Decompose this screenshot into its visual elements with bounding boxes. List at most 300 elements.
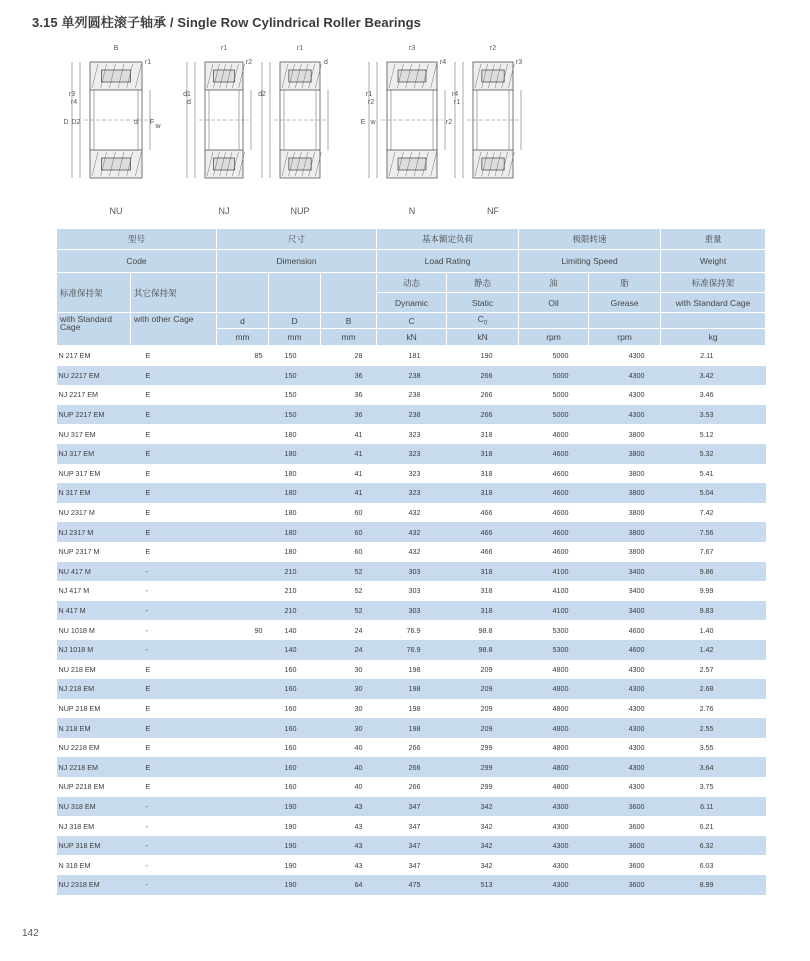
bearing-diagram-nu (62, 40, 170, 216)
table-cell: NUP 317 EM (58, 468, 101, 478)
table-cell: 9.83 (661, 601, 766, 621)
diagram-label-nu: NU (109, 206, 123, 216)
table-cell: NU 2318 EM (57, 875, 131, 895)
table-row (57, 777, 766, 797)
table-cell: 323 (408, 429, 421, 439)
table-cell: - (145, 625, 148, 635)
table-cell: 513 (447, 875, 519, 895)
table-cell: 5.04 (661, 483, 766, 503)
table-cell: 6.11 (661, 797, 766, 817)
table-cell: 3.46 (699, 390, 714, 400)
table-cell: 3.55 (699, 743, 714, 753)
bearing-section-nf (445, 40, 541, 200)
table-cell: 303 (408, 586, 421, 596)
table-cell: 198 (377, 679, 447, 699)
table-cell: 4300 (628, 664, 645, 674)
table-cell: 318 (480, 429, 493, 439)
table-row (57, 718, 766, 738)
table-cell: - (131, 601, 217, 621)
table-cell: 266 (408, 782, 421, 792)
table-cell: 3400 (628, 586, 645, 596)
table-cell: 210 (284, 586, 297, 596)
table-cell: 40 (354, 743, 363, 753)
table-cell (217, 836, 269, 856)
table-cell (217, 424, 269, 444)
table-row (57, 620, 766, 640)
table-row (57, 640, 766, 660)
table-cell: 9.86 (661, 562, 766, 582)
table-cell: 85 (254, 351, 263, 361)
hdr-weight: Weight (661, 250, 766, 273)
table-cell: 180 (284, 547, 297, 557)
table-cell: 466 (447, 522, 519, 542)
table-cell: E (145, 664, 151, 674)
table-cell: 5000 (519, 366, 589, 386)
unit-d: mm (217, 329, 269, 346)
table-cell: 4600 (519, 483, 589, 503)
unit-grease: rpm (589, 329, 661, 346)
table-cell: 4100 (519, 562, 589, 582)
table-cell: 1.42 (661, 640, 766, 660)
hdr-blank-oil (519, 313, 589, 329)
table-cell: NU 218 EM (58, 664, 96, 674)
table-row (57, 875, 766, 895)
table-cell: 2.76 (699, 703, 714, 713)
table-cell: 466 (480, 508, 493, 518)
table-cell: 303 (377, 601, 447, 621)
table-body (57, 346, 766, 895)
table-cell: 140 (284, 625, 297, 635)
table-cell (217, 816, 269, 836)
table-cell: 3600 (589, 797, 661, 817)
table-cell: 2.11 (700, 351, 714, 361)
table-cell: NU 318 EM (57, 797, 131, 817)
table-cell: 4600 (519, 522, 589, 542)
table-cell: 60 (321, 522, 377, 542)
table-cell: 180 (269, 522, 321, 542)
table-cell: - (131, 562, 217, 582)
table-row (57, 601, 766, 621)
table-cell: 160 (269, 757, 321, 777)
bearing-diagrams (55, 40, 555, 220)
diagram-annotation: d (134, 119, 138, 126)
table-row (57, 679, 766, 699)
unit-D: mm (269, 329, 321, 346)
bearing-section-nup (252, 40, 348, 200)
table-cell: NJ 1018 M (57, 640, 131, 660)
table-row (57, 483, 766, 503)
table-cell: E (145, 429, 151, 439)
diagram-label-n: N (408, 206, 416, 216)
table-cell: 40 (354, 782, 363, 792)
diagram-annotation: B (113, 45, 119, 52)
table-cell (217, 464, 269, 484)
table-row (57, 757, 766, 777)
table-cell: N 217 EM (58, 351, 91, 361)
table-cell: 3800 (628, 429, 645, 439)
table-cell: - (131, 797, 217, 817)
table-cell: 4300 (589, 679, 661, 699)
diagram-annotation: r1 (453, 99, 461, 106)
table-cell: 6.21 (699, 821, 714, 831)
table-cell: E (131, 366, 217, 386)
diagram-annotation: E (360, 119, 366, 126)
table-row (57, 699, 766, 719)
table-cell: 4600 (552, 429, 569, 439)
hdr-oil-zh: 油 (519, 273, 589, 293)
hdr-static-zh: 静态 (447, 273, 519, 293)
table-cell: E (131, 679, 217, 699)
table-cell: NUP 318 EM (57, 836, 131, 856)
table-cell: 41 (354, 468, 363, 478)
table-cell: E (131, 444, 217, 464)
table-cell: 90 (254, 625, 263, 635)
table-cell: 5000 (519, 405, 589, 425)
table-cell: 190 (284, 821, 297, 831)
table-cell: 4300 (519, 836, 589, 856)
unit-C0: kN (447, 329, 519, 346)
table-cell: NU 2217 EM (57, 366, 131, 386)
table-cell: E (145, 351, 151, 361)
table-cell: 140 (269, 640, 321, 660)
table-cell: 3600 (628, 860, 645, 870)
table-cell: 4300 (552, 860, 569, 870)
hdr-with-std-cage: with Standard Cage (57, 313, 131, 346)
table-row (57, 366, 766, 386)
table-cell: 190 (480, 351, 493, 361)
hdr-weight-std-zh: 标准保持架 (661, 273, 766, 293)
diagram-label-nj: NJ (218, 206, 230, 216)
table-cell: 210 (269, 601, 321, 621)
table-cell: 299 (480, 782, 493, 792)
table-cell: 160 (284, 664, 297, 674)
table-cell: 190 (269, 797, 321, 817)
table-cell (217, 777, 269, 797)
hdr-weight-std: with Standard Cage (661, 293, 766, 313)
table-cell: 4300 (628, 743, 645, 753)
table-cell: 4300 (589, 757, 661, 777)
table-cell: E (145, 390, 151, 400)
table-cell: 4300 (519, 797, 589, 817)
table-cell: 266 (408, 743, 421, 753)
table-cell: 76.9 (377, 640, 447, 660)
table-cell: 209 (480, 703, 493, 713)
table-cell: NJ 2218 EM (57, 757, 131, 777)
table-cell: 3800 (628, 468, 645, 478)
table-cell: E (145, 703, 151, 713)
table-cell: 150 (284, 351, 297, 361)
table-row (57, 562, 766, 582)
hdr-blank-weight (661, 313, 766, 329)
table-row (57, 522, 766, 542)
table-row (57, 855, 766, 875)
diagram-annotation: r4 (451, 91, 459, 98)
table-cell: 342 (480, 821, 493, 831)
table-cell: 3600 (589, 875, 661, 895)
hdr-static: Static (447, 293, 519, 313)
table-cell: 150 (269, 405, 321, 425)
hdr-code-zh: 型号 (57, 229, 217, 250)
table-cell (217, 581, 269, 601)
table-cell: 28 (354, 351, 363, 361)
table-cell (217, 875, 269, 895)
table-cell: 2.55 (661, 718, 766, 738)
hdr-C: C (377, 313, 447, 329)
table-cell: 4300 (552, 821, 569, 831)
table-cell: NJ 317 EM (57, 444, 131, 464)
table-cell: 266 (480, 390, 493, 400)
table-cell: E (145, 547, 151, 557)
diagram-label-nf: NF (487, 206, 499, 216)
table-cell: 4800 (519, 718, 589, 738)
table-cell: 475 (377, 875, 447, 895)
table-cell: 36 (354, 390, 363, 400)
table-row (57, 660, 766, 680)
hdr-weight-zh: 重量 (661, 229, 766, 250)
table-cell: 4600 (552, 547, 569, 557)
hdr-dynamic: Dynamic (377, 293, 447, 313)
hdr-dynamic-zh: 动态 (377, 273, 447, 293)
table-cell (217, 542, 269, 562)
diagram-annotation: r1 (365, 91, 373, 98)
table-cell: 6.03 (699, 860, 714, 870)
table-cell: 4300 (589, 405, 661, 425)
table-cell: 4600 (628, 625, 645, 635)
table-cell: 180 (269, 483, 321, 503)
table-cell: N 218 EM (57, 718, 131, 738)
table-cell (217, 738, 269, 758)
table-cell: NUP 2218 EM (58, 782, 105, 792)
table-cell: 43 (321, 836, 377, 856)
table-cell: 30 (354, 664, 363, 674)
table-cell: 266 (447, 366, 519, 386)
table-cell (217, 562, 269, 582)
table-cell: 347 (377, 836, 447, 856)
hdr-d: d (217, 313, 269, 329)
table-cell: 180 (284, 508, 297, 518)
hdr-blank-D (269, 273, 321, 313)
hdr-code: Code (57, 250, 217, 273)
table-cell: 98.8 (478, 625, 493, 635)
page-title: 3.15 单列圆柱滚子轴承 / Single Row Cylindrical Roller Bearings (32, 15, 421, 30)
table-cell: 4300 (628, 703, 645, 713)
table-cell: 5300 (552, 625, 569, 635)
table-cell (217, 601, 269, 621)
table-cell: 41 (354, 429, 363, 439)
diagram-annotation: d (187, 99, 191, 106)
table-row (57, 816, 766, 836)
table-cell: E (131, 522, 217, 542)
hdr-other-cage-zh: 其它保持架 (131, 273, 217, 313)
table-cell: 160 (284, 703, 297, 713)
page-number: 142 (22, 928, 39, 939)
table-cell: 4800 (552, 743, 569, 753)
bearing-diagram-nf (445, 40, 541, 216)
table-cell: NJ 417 M (58, 586, 90, 596)
hdr-blank-B (321, 273, 377, 313)
table-cell: 347 (377, 797, 447, 817)
table-row (57, 738, 766, 758)
table-cell: - (145, 860, 148, 870)
table-cell: 466 (480, 547, 493, 557)
diagram-annotation: r3 (515, 59, 523, 66)
table-cell: 3800 (589, 444, 661, 464)
table-cell: NJ 2317 M (57, 522, 131, 542)
table-cell: 323 (377, 444, 447, 464)
table-row (57, 385, 766, 405)
table-cell: 52 (321, 601, 377, 621)
table-cell: 64 (321, 875, 377, 895)
table-cell: - (145, 586, 148, 596)
table-cell: 3.42 (661, 366, 766, 386)
table-cell: 2.57 (699, 664, 714, 674)
table-row (57, 444, 766, 464)
table-cell: N 318 EM (58, 860, 91, 870)
table-cell: 24 (354, 625, 363, 635)
table-cell: 238 (377, 405, 447, 425)
diagram-annotation: r2 (367, 99, 375, 106)
hdr-dimension-zh: 尺寸 (217, 229, 377, 250)
hdr-oil: Oil (519, 293, 589, 313)
table-cell: E (131, 718, 217, 738)
bearing-table (56, 228, 766, 895)
table-cell: 41 (321, 444, 377, 464)
bearing-diagram-nup (252, 40, 348, 216)
table-cell: 318 (447, 483, 519, 503)
table-cell: NJ 218 EM (57, 679, 131, 699)
table-cell: 4600 (552, 508, 569, 518)
table-cell: 4300 (589, 718, 661, 738)
table-cell: 4600 (552, 468, 569, 478)
table-cell: 318 (447, 444, 519, 464)
table-cell: 5300 (519, 640, 589, 660)
table-cell: 180 (284, 468, 297, 478)
diagram-annotation: r1 (144, 59, 152, 66)
table-cell: 2.68 (661, 679, 766, 699)
table-cell: 3800 (628, 508, 645, 518)
table-cell (217, 718, 269, 738)
table-cell: 4100 (519, 601, 589, 621)
table-cell (217, 855, 269, 875)
table-cell: 150 (284, 390, 297, 400)
table-cell (217, 797, 269, 817)
diagram-annotation: r3 (408, 45, 416, 52)
table-cell (217, 366, 269, 386)
table-cell: 5.12 (699, 429, 714, 439)
table-cell: 209 (447, 718, 519, 738)
table-cell: E (145, 508, 151, 518)
unit-weight: kg (661, 329, 766, 346)
table-cell: 60 (354, 547, 363, 557)
table-cell: 3600 (589, 836, 661, 856)
table-cell: 4600 (519, 444, 589, 464)
table-cell: 209 (447, 679, 519, 699)
diagram-annotation: D (63, 119, 69, 126)
table-cell: E (131, 483, 217, 503)
table-cell: 432 (408, 508, 421, 518)
table-cell: 3.75 (699, 782, 714, 792)
table-row (57, 346, 766, 366)
diagram-annotation: r2 (245, 59, 253, 66)
table-cell: 318 (447, 562, 519, 582)
table-cell: NUP 2317 M (58, 547, 100, 557)
table-cell: NU 2218 EM (58, 743, 100, 753)
table-cell: 4800 (552, 782, 569, 792)
table-cell: 190 (269, 875, 321, 895)
diagram-annotation: D2 (71, 119, 81, 126)
diagram-annotation: r2 (489, 45, 497, 52)
table-cell: 347 (408, 860, 421, 870)
table-row (57, 424, 766, 444)
table-cell: 342 (480, 860, 493, 870)
diagram-annotation: w (370, 119, 376, 126)
table-cell: 30 (321, 679, 377, 699)
table-row (57, 405, 766, 425)
diagram-annotation: d1 (183, 91, 191, 98)
table-cell: - (131, 640, 217, 660)
table-cell: 198 (408, 703, 421, 713)
table-cell: 342 (447, 797, 519, 817)
table-cell: E (131, 405, 217, 425)
table-cell: 238 (377, 366, 447, 386)
diagram-annotation: F (149, 119, 155, 126)
table-cell: 5000 (552, 351, 569, 361)
table-cell: 41 (321, 483, 377, 503)
hdr-grease-zh: 脂 (589, 273, 661, 293)
table-row (57, 464, 766, 484)
table-cell: 318 (447, 601, 519, 621)
hdr-c0-sub: 0 (483, 320, 488, 327)
table-cell: 4300 (628, 390, 645, 400)
diagram-annotation: r4 (70, 99, 78, 106)
table-cell: 24 (321, 640, 377, 660)
table-cell: NJ 2217 EM (58, 390, 99, 400)
table-cell: 8.99 (661, 875, 766, 895)
unit-C: kN (377, 329, 447, 346)
table-cell: 209 (480, 664, 493, 674)
table-cell (217, 679, 269, 699)
diagram-annotation: w (155, 123, 161, 130)
table-cell: 3800 (589, 483, 661, 503)
table-row (57, 542, 766, 562)
table-cell: 318 (480, 586, 493, 596)
table-cell: - (145, 821, 148, 831)
table-cell (217, 660, 269, 680)
table-cell: 5.32 (661, 444, 766, 464)
hdr-with-other-cage: with other Cage (131, 313, 217, 346)
diagram-annotation: r4 (439, 59, 447, 66)
table-cell (217, 405, 269, 425)
table-cell: 238 (408, 390, 421, 400)
table-cell: 3400 (589, 562, 661, 582)
hdr-blank-grease (589, 313, 661, 329)
diagram-annotation: d (324, 59, 328, 66)
table-cell: 299 (480, 743, 493, 753)
table-cell: NU 417 M (57, 562, 131, 582)
table-cell: 7.56 (661, 522, 766, 542)
hdr-speed: Limiting Speed (519, 250, 661, 273)
table-row (57, 836, 766, 856)
bearing-section-nu (62, 40, 170, 200)
table-cell: 3600 (628, 821, 645, 831)
table-cell: 43 (354, 860, 363, 870)
table-cell: 4300 (589, 366, 661, 386)
table-cell: 347 (408, 821, 421, 831)
table-cell: 3.53 (661, 405, 766, 425)
table-cell: 36 (321, 405, 377, 425)
table-cell: - (131, 836, 217, 856)
diagram-annotation: r3 (68, 91, 76, 98)
